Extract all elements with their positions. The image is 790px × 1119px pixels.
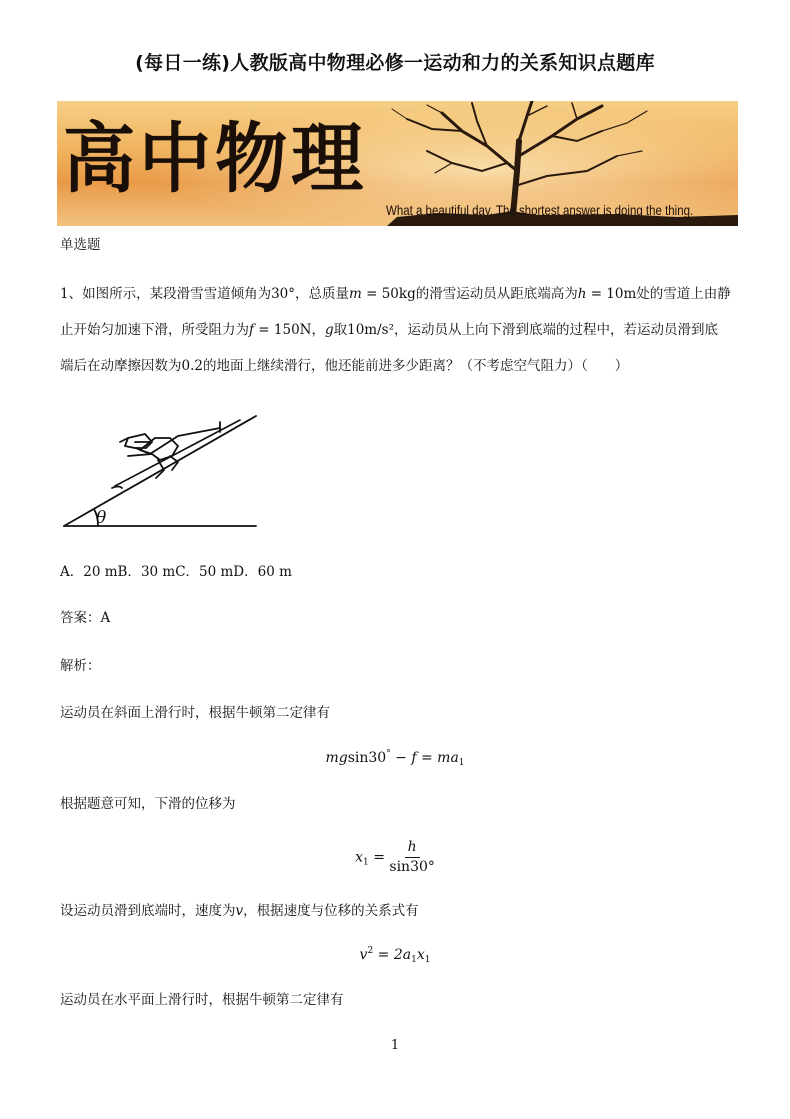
analysis-label: 解析： [60, 658, 101, 674]
answer-options: A．20 mB．30 mC．50 mD．60 m [60, 564, 292, 580]
eq2-x: x [355, 849, 364, 866]
skier-slope-figure [60, 408, 270, 537]
eq2-denominator: sin30° [389, 859, 435, 875]
equation-2 [0, 839, 790, 876]
question-line-2: 止开始匀加速下滑，所受阻力为𝑓 = 150N，𝑔取10m/s²，运动员从上向下滑到底端的过程中，若运动员滑到底 [60, 322, 718, 338]
eq2-fraction [389, 839, 435, 876]
analysis-step-3: 设运动员滑到底端时，速度为𝑣，根据速度与位移的关系式有 [60, 903, 419, 919]
eq3-v: v [359, 947, 368, 963]
analysis-step-2: 根据题意可知，下滑的位移为 [60, 796, 236, 812]
eq3-subscript-1: 1 [411, 955, 417, 965]
eq1-sin: sin30 [347, 750, 387, 766]
equation-1 [0, 749, 790, 768]
answer-label: 答案：A [60, 610, 111, 626]
eq1-rhs: − f = ma [390, 750, 459, 766]
banner-tagline: What a beautiful day. The shortest answer is doing the thing. [386, 202, 694, 218]
section-heading: 单选题 [60, 237, 101, 253]
eq3-square: 2 [367, 946, 374, 956]
page-number: 1 [390, 1038, 400, 1053]
analysis-step-4: 运动员在水平面上滑行时，根据牛顿第二定律有 [60, 992, 344, 1008]
eq1-subscript: 1 [458, 758, 465, 768]
eq2-equals: = [368, 849, 390, 866]
analysis-step-1: 运动员在斜面上滑行时，根据牛顿第二定律有 [60, 705, 330, 721]
question-line-3: 端后在动摩擦因数为0.2的地面上继续滑行，他还能前进多少距离？（不考虑空气阻力）（ ） [60, 358, 629, 374]
header-banner-image [57, 101, 738, 226]
question-line-1: 1、如图所示，某段滑雪雪道倾角为30°，总质量𝑚 = 50kg的滑雪运动员从距底端高为ℎ = 10m处的雪道上由静 [60, 286, 731, 302]
banner-title: 高中物理 [63, 114, 367, 203]
eq2-subscript: 1 [363, 857, 369, 868]
eq2-numerator: h [405, 839, 420, 858]
eq3-subscript-2: 1 [424, 955, 431, 965]
equation-3 [0, 946, 790, 965]
page-title: (每日一练)人教版高中物理必修一运动和力的关系知识点题库 [135, 52, 655, 74]
eq3-middle: = 2a [373, 947, 412, 963]
eq1-degree: ° [386, 749, 391, 759]
eq3-x: x [416, 947, 425, 963]
eq1-mg: mg [325, 750, 348, 766]
angle-theta-label: θ [96, 508, 107, 528]
